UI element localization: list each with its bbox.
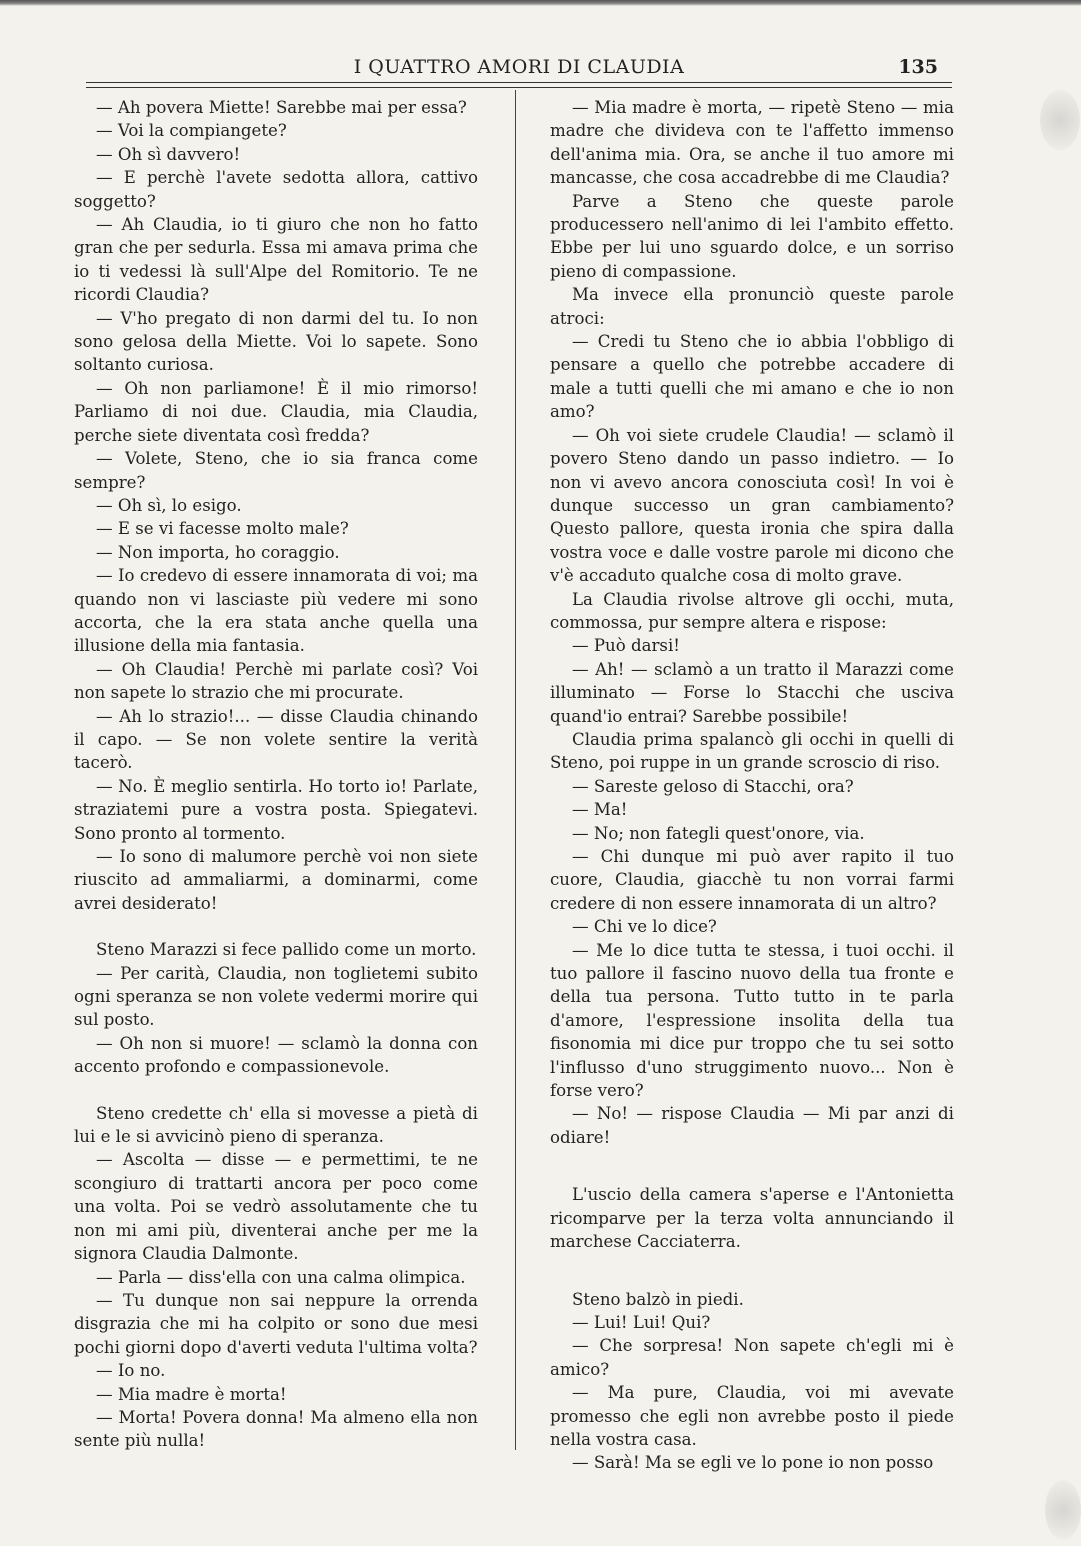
paragraph: Parve a Steno che queste parole producessero nell'animo di lei l'ambito effetto. Ebbe per lui uno sguardo dolce, e un sorriso pieno di compassione. [550,191,954,281]
paragraph: — E perchè l'avete sedotta allora, cattivo soggetto? [74,168,478,211]
paragraph: — Oh sì, lo esigo. [96,495,242,515]
paragraph: — Mia madre è morta, — ripetè Steno — mia madre che divideva con te l'affetto immenso dell'anima mia. Ora, se anche il tuo amore mi mancasse, che cosa accadrebbe di me Claudia? [550,98,954,188]
paragraph: Ma invece ella pronunciò queste parole atroci: [550,285,954,328]
paragraph: — V'ho pregato di non darmi del tu. Io non sono gelosa della Miette. Voi lo sapete. Sono soltanto curiosa. [74,308,478,375]
paragraph: — Per carità, Claudia, non toglietemi subito ogni speranza se non volete vedermi morire qui sul posto. [74,963,478,1030]
paragraph: — Oh voi siete crudele Claudia! — sclamò il povero Steno dando un passo indietro. — Io non vi avevo ancora conosciuta così! In voi è dunque successo un gran cambiamento? Questo pallore, questa ironia che spira dalla vostra voce e dalle vostre parole mi dicono che v'è accaduto qualche cosa di molto grave. [550,425,954,586]
header-rule-top [86,82,952,83]
paragraph: — Voi la compiangete? [96,121,287,141]
paragraph: — No; non fategli quest'onore, via. [572,823,865,843]
paragraph: — Ah Claudia, io ti giuro che non ho fatto gran che per sedurla. Essa mi amava prima che io ti vedessi là sull'Alpe del Romitorio. Te ne ricordi Claudia? [74,215,478,305]
paragraph: Claudia prima spalancò gli occhi in quelli di Steno, poi ruppe in un grande scroscio di riso. [550,729,954,773]
paragraph: — Parla — diss'ella con una calma olimpica. [96,1267,466,1287]
paragraph: — Che sorpresa! Non sapete ch'egli mi è amico? [550,1336,954,1379]
paragraph: — No. È meglio sentirla. Ho torto io! Parlate, straziatemi pure a vostra posta. Spiegatevi. Sono pronto al tormento. [74,776,478,843]
paragraph: — Ma! [572,800,628,820]
right-column [550,96,954,1475]
paragraph: — Io no. [96,1361,166,1381]
paragraph: Steno Marazzi si fece pallido come un morto. [96,940,477,960]
paragraph: — Ah! — sclamò a un tratto il Marazzi come illuminato — Forse lo Stacchi che usciva quand'io entrai? Sarebbe possibile! [550,659,954,726]
paragraph: — Io sono di malumore perchè voi non siete riuscito ad ammaliarmi, a dominarmi, come avrei desiderato! [74,847,478,913]
paragraph: — Sareste geloso di Stacchi, ora? [572,776,854,796]
header-rule-bottom [86,87,952,88]
page-header [86,56,952,82]
paragraph: — Oh non parliamone! È il mio rimorso! Parliamo di noi due. Claudia, mia Claudia, perche siete diventata così fredda? [74,378,478,445]
paragraph: — Morta! Povera donna! Ma almeno ella non sente più nulla! [74,1407,478,1451]
paragraph: — Ah povera Miette! Sarebbe mai per essa? [96,98,467,117]
paragraph: — Credi tu Steno che io abbia l'obbligo di pensare a quello che potrebbe accadere di male a tutti quelli che mi amano e che io non amo? [550,332,954,422]
paragraph: La Claudia rivolse altrove gli occhi, muta, commossa, pur sempre altera e rispose: [550,589,954,632]
paragraph: — Oh Claudia! Perchè mi parlate così? Voi non sapete lo strazio che mi procurate. [74,659,478,703]
paragraph: — Ma pure, Claudia, voi mi avevate promesso che egli non avrebbe posto il piede nella vostra casa. [550,1383,954,1449]
top-border [0,0,1081,6]
paragraph: — E se vi facesse molto male? [96,519,349,539]
paragraph: — Sarà! Ma se egli ve lo pone io non posso [572,1453,934,1473]
paragraph: Steno balzò in piedi. [572,1289,744,1309]
paragraph: — Lui! Lui! Qui? [572,1312,711,1332]
paragraph: — Non importa, ho coraggio. [96,542,340,562]
paper-stain [1045,1480,1081,1540]
running-title: I QUATTRO AMORI DI CLAUDIA [353,56,685,78]
paragraph: — Chi ve lo dice? [572,917,717,937]
paragraph: — Ascolta — disse — e permettimi, te ne scongiuro di trattarti ancora per poco come una volta. Poi se vedrò assolutamente che tu non mi ami più, diventerai anche per me la signora Claudia Dalmonte. [74,1150,478,1264]
paragraph: — Oh sì davvero! [96,144,241,164]
paragraph: — Me lo dice tutta te stessa, i tuoi occhi. il tuo pallore il fascino nuovo della tua fronte e della tua persona. Tutto tutto in te parla d'amore, l'espressione insolita della tua fisonomia mi dice pur troppo che tu sei sotto l'influsso d'uno struggimento nuovo... Non è forse vero? [550,940,954,1101]
paragraph: — Chi dunque mi può aver rapito il tuo cuore, Claudia, giacchè tu non vorrai farmi credere di non essere innamorata di un altro? [550,847,954,913]
paragraph: — Può darsi! [572,636,680,656]
paragraph: — Io credevo di essere innamorata di voi; ma quando non vi lasciaste più vedere mi sono accorta, che la era stata anche quella una illusione della mia fantasia. [74,566,478,656]
paragraph: — No! — rispose Claudia — Mi par anzi di odiare! [550,1104,954,1147]
column-divider [515,90,516,1450]
page-number: 135 [898,56,938,78]
paragraph: — Tu dunque non sai neppure la orrenda disgrazia che mi ha colpito or sono due mesi pochi giorni dopo d'averti veduta l'ultima volta? [74,1290,478,1357]
paragraph: L'uscio della camera s'aperse e l'Antonietta ricomparve per la terza volta annunciando il marchese Cacciaterra. [550,1185,954,1252]
paragraph: — Volete, Steno, che io sia franca come sempre? [74,449,478,492]
paragraph: — Oh non si muore! — sclamò la donna con accento profondo e compassionevole. [74,1033,478,1077]
paper-stain [1040,90,1080,150]
paragraph: Steno credette ch' ella si movesse a pietà di lui e le si avvicinò pieno di speranza. [74,1103,478,1147]
paragraph: — Mia madre è morta! [96,1384,287,1404]
left-column [74,96,478,1453]
paragraph: — Ah lo strazio!... — disse Claudia chinando il capo. — Se non volete sentire la verità tacerò. [74,706,478,773]
